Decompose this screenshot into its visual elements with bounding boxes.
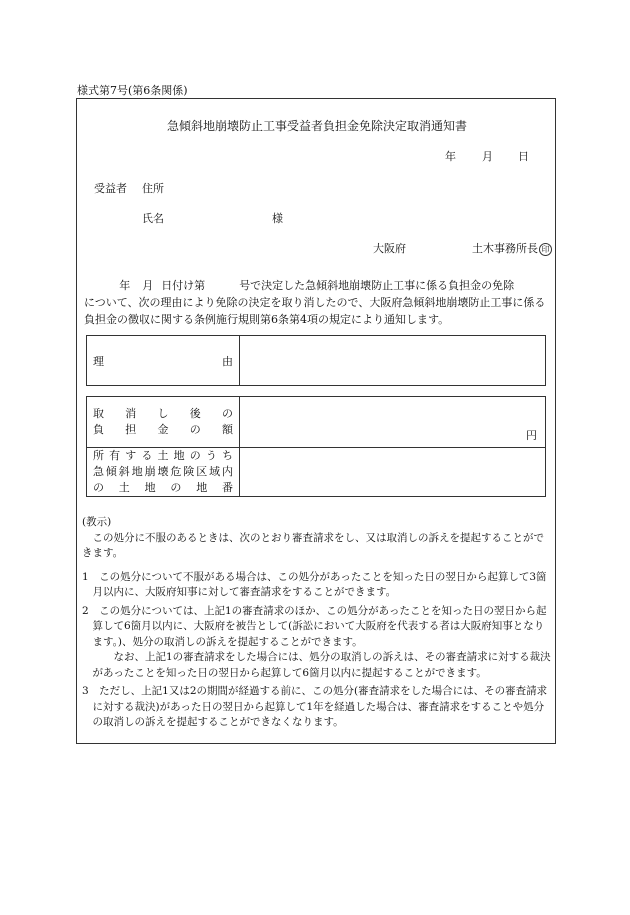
- land-label-cell: [87, 448, 240, 497]
- notice-intro: この処分に不服のあるときは、次のとおり審査請求をし、又は取消しの訴えを提起することができます。: [82, 531, 544, 559]
- seal-mark: 印: [539, 243, 552, 256]
- land-value-cell[interactable]: [240, 448, 546, 497]
- body-text: [84, 277, 552, 328]
- notice-item-2b: なお、上記1の審査請求をした場合には、処分の取消しの訴えは、その審査請求に対する裁決があったことを知った日の翌日から起算して6箇月以内に提起することができます。: [92, 651, 551, 679]
- body-lead: [84, 277, 552, 294]
- amount-label-line-1: 取消し後の: [93, 407, 233, 420]
- lead-year: 年: [119, 279, 131, 292]
- land-label-line-3: の土地の地番: [93, 481, 233, 494]
- reason-char-1: 理: [93, 354, 104, 368]
- issuer-prefecture: 大阪府: [373, 242, 406, 255]
- notice-section: [82, 515, 552, 731]
- notice-heading: (教示): [82, 516, 112, 528]
- notice-item-3: 3 ただし、上記1又は2の期間が経過する前に、この処分(審査請求をした場合には、その審査請求に対する裁決)があった日の翌日から起算して1年を経過した場合は、審査請求をすることや処分の取消しの訴えを提起することができなくなります。: [82, 685, 548, 728]
- amount-label-cell: [87, 397, 240, 448]
- name-label: 氏名: [142, 212, 164, 225]
- body-rest: について、次の理由により免除の決定を取り消したので、大阪府急傾斜地崩壊防止工事に係る負担金の徴収に関する条例施行規則第6条第4項の規定により通知します。: [84, 296, 546, 326]
- land-label-line-2: 急傾斜地崩壊危険区域内: [93, 465, 233, 478]
- reason-char-2: 由: [222, 354, 233, 368]
- land-label-line-1: 所有する土地のうち: [93, 449, 233, 462]
- address-label: 住所: [142, 182, 164, 195]
- amount-land-table: [86, 396, 546, 497]
- notice-item-2: 2 この処分については、上記1の審査請求のほか、この処分があったことを知った日の翌日から起算して6箇月以内に、大阪府を被告として(訴訟において大阪府を代表する者は大阪府知事となります。)、処分の取消しの訴えを提起することができます。: [82, 604, 547, 648]
- amount-value-cell[interactable]: [240, 397, 546, 448]
- form-number: 様式第7号(第6条関係): [77, 84, 188, 97]
- form-frame: [76, 98, 556, 744]
- amount-label-line-2: 負担金の額: [93, 423, 233, 436]
- date-day: 日: [518, 150, 529, 163]
- lead-number-label: 号で決定した急傾斜地崩壊防止工事に係る負担金の免除: [239, 279, 515, 292]
- date-year: 年: [445, 150, 456, 163]
- honorific: 様: [272, 212, 283, 225]
- lead-month: 月: [142, 279, 154, 292]
- reason-label-cell: [87, 336, 240, 386]
- reason-value-cell[interactable]: [240, 336, 546, 386]
- reason-table: [86, 335, 546, 386]
- yen-unit: 円: [526, 429, 537, 442]
- lead-date-label: 日付け第: [161, 279, 206, 292]
- date-month: 月: [482, 150, 493, 163]
- issuer-office-label: 土木事務所長: [472, 242, 538, 255]
- issuer-office: [472, 240, 552, 256]
- document-title: 急傾斜地崩壊防止工事受益者負担金免除決定取消通知書: [166, 119, 467, 133]
- notice-item-1: 1 この処分について不服がある場合は、この処分があったことを知った日の翌日から起算して3箇月以内に、大阪府知事に対して審査請求をすることができます。: [82, 570, 547, 598]
- recipient-role: 受益者: [94, 182, 127, 195]
